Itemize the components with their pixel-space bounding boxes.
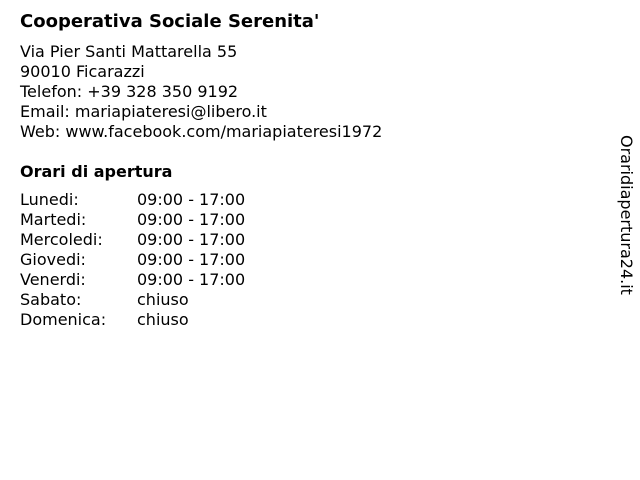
site-watermark: Oraridiapertura24.it <box>617 135 636 295</box>
day-label: Sabato: <box>20 290 82 309</box>
hours-row <box>20 290 600 310</box>
hours-row <box>20 270 600 290</box>
opening-hours-title: Orari di apertura <box>20 162 173 181</box>
hours-row <box>20 310 600 330</box>
web-line: Web: www.facebook.com/mariapiateresi1972 <box>20 122 383 141</box>
day-label: Domenica: <box>20 310 107 329</box>
hours-row <box>20 210 600 230</box>
day-label: Martedi: <box>20 210 87 229</box>
address-line-1: Via Pier Santi Mattarella 55 <box>20 42 238 61</box>
contact-info <box>20 42 600 142</box>
time-value: chiuso <box>137 290 189 309</box>
phone-line: Telefon: +39 328 350 9192 <box>20 82 239 101</box>
opening-hours-table <box>20 190 600 330</box>
business-card <box>20 10 600 330</box>
business-name: Cooperativa Sociale Serenita' <box>20 11 320 32</box>
address-line-2: 90010 Ficarazzi <box>20 62 145 81</box>
day-label: Giovedi: <box>20 250 86 269</box>
hours-row <box>20 230 600 250</box>
time-value: 09:00 - 17:00 <box>137 270 246 289</box>
time-value: 09:00 - 17:00 <box>137 190 246 209</box>
time-value: 09:00 - 17:00 <box>137 210 246 229</box>
time-value: chiuso <box>137 310 189 329</box>
hours-row <box>20 190 600 210</box>
day-label: Lunedi: <box>20 190 79 209</box>
time-value: 09:00 - 17:00 <box>137 230 246 249</box>
email-line: Email: mariapiateresi@libero.it <box>20 102 267 121</box>
time-value: 09:00 - 17:00 <box>137 250 246 269</box>
day-label: Venerdi: <box>20 270 86 289</box>
hours-row <box>20 250 600 270</box>
day-label: Mercoledi: <box>20 230 103 249</box>
